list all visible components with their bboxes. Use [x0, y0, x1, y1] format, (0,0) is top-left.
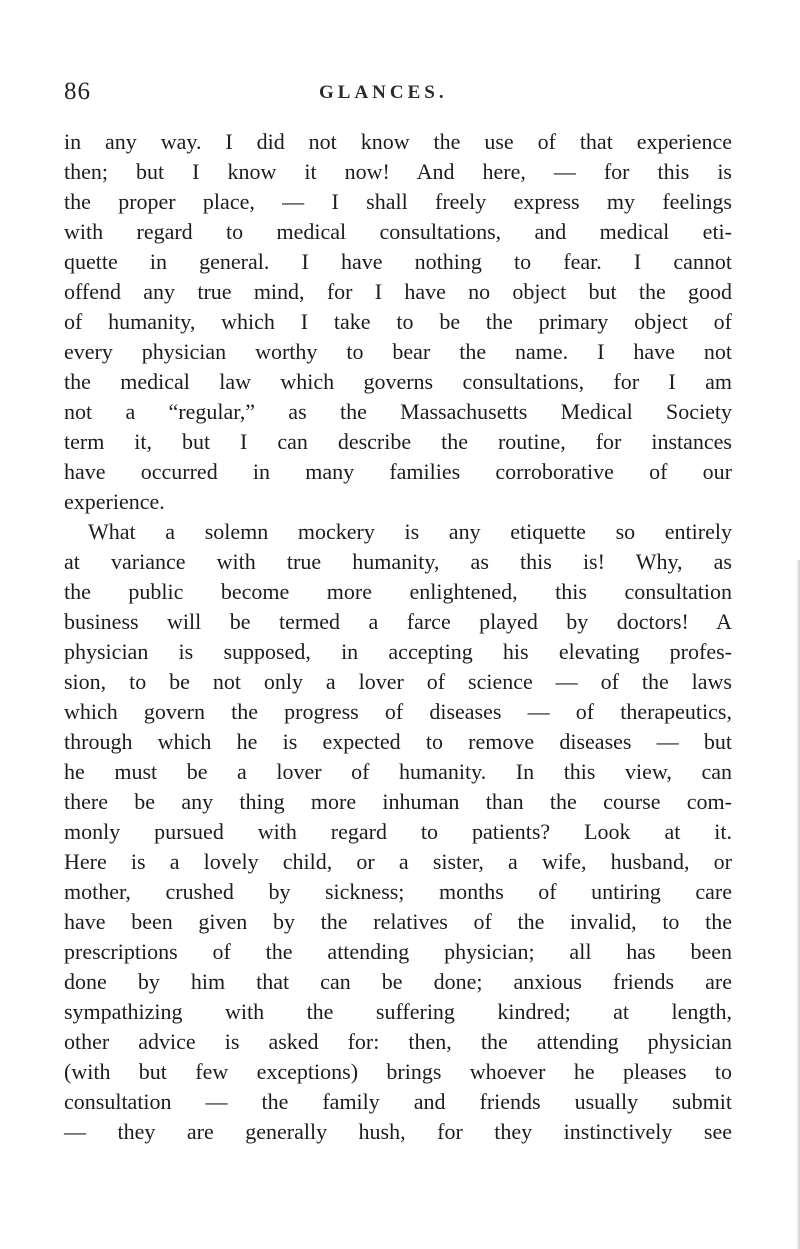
text-line: he must be a lover of humanity. In this view, can: [64, 759, 732, 784]
text-line: monly pursued with regard to patients? Look at it.: [64, 819, 732, 844]
body-text: [64, 127, 732, 1147]
text-line: with regard to medical consultations, and medical eti-: [64, 219, 732, 244]
text-line: done by him that can be done; anxious friends are: [64, 969, 732, 994]
text-line: there be any thing more inhuman than the course com-: [64, 789, 732, 814]
text-line: sion, to be not only a lover of science — of the laws: [64, 669, 732, 694]
page-edge-shadow: [796, 560, 800, 1249]
text-line: the proper place, — I shall freely express my feelings: [64, 189, 732, 214]
paragraph-1: [64, 127, 732, 517]
text-line: the medical law which governs consultations, for I am: [64, 369, 732, 394]
text-line: quette in general. I have nothing to fear. I cannot: [64, 249, 732, 274]
text-line: prescriptions of the attending physician; all has been: [64, 939, 732, 964]
text-line: business will be termed a farce played by doctors! A: [64, 609, 732, 634]
text-line: term it, but I can describe the routine, for instances: [64, 429, 732, 454]
text-line: What a solemn mockery is any etiquette so entirely: [88, 519, 732, 544]
running-head: GLANCES.: [319, 82, 448, 103]
text-line: (with but few exceptions) brings whoever he pleases to: [64, 1059, 732, 1084]
page-number: 86: [64, 78, 91, 105]
page-header: [64, 78, 744, 108]
text-line: in any way. I did not know the use of that experience: [64, 129, 732, 154]
text-line: Here is a lovely child, or a sister, a wife, husband, or: [64, 849, 732, 874]
text-line: not a “regular,” as the Massachusetts Medical Society: [64, 399, 732, 424]
text-line: through which he is expected to remove diseases — but: [64, 729, 732, 754]
text-line: mother, crushed by sickness; months of untiring care: [64, 879, 732, 904]
text-line: the public become more enlightened, this consultation: [64, 579, 732, 604]
text-line: offend any true mind, for I have no object but the good: [64, 279, 732, 304]
text-line: every physician worthy to bear the name. I have not: [64, 339, 732, 364]
text-line: have occurred in many families corroborative of our: [64, 459, 732, 484]
text-line: experience.: [64, 489, 165, 514]
paragraph-2: [64, 517, 732, 1147]
text-line: consultation — the family and friends usually submit: [64, 1089, 732, 1114]
text-line: physician is supposed, in accepting his elevating profes-: [64, 639, 732, 664]
text-line: — they are generally hush, for they instinctively see: [64, 1119, 732, 1144]
text-line: have been given by the relatives of the invalid, to the: [64, 909, 732, 934]
text-line: other advice is asked for: then, the attending physician: [64, 1029, 732, 1054]
text-line: at variance with true humanity, as this is! Why, as: [64, 549, 732, 574]
text-line: sympathizing with the suffering kindred; at length,: [64, 999, 732, 1024]
text-line: which govern the progress of diseases — of therapeutics,: [64, 699, 732, 724]
text-line: then; but I know it now! And here, — for this is: [64, 159, 732, 184]
text-line: of humanity, which I take to be the primary object of: [64, 309, 732, 334]
